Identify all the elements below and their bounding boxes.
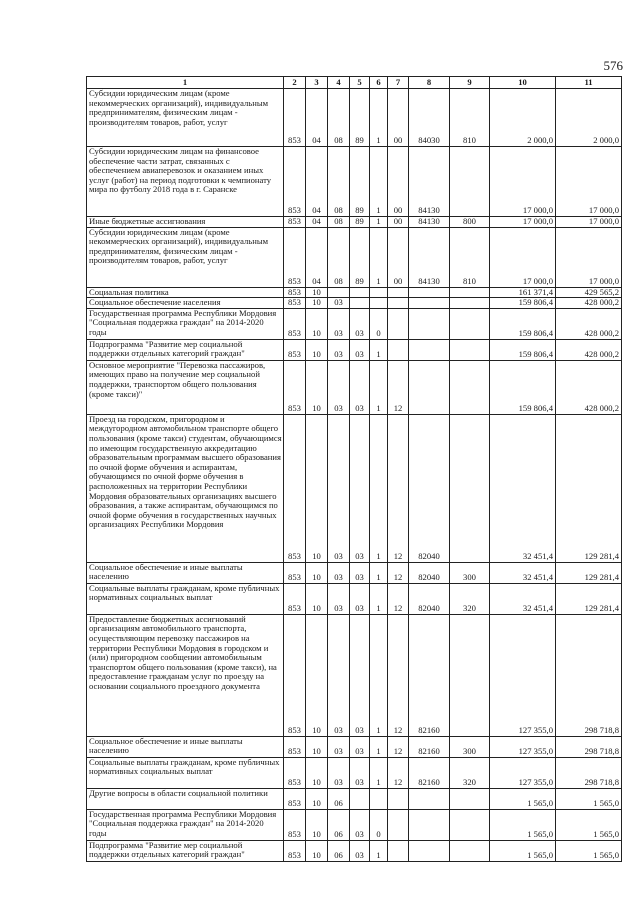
header-cell: 2 — [284, 77, 306, 89]
amount-cell: 129 281,4 — [556, 414, 622, 562]
code-cell — [350, 287, 370, 298]
code-cell: 810 — [450, 89, 490, 147]
code-cell: 84130 — [409, 147, 450, 217]
code-cell: 10 — [306, 360, 328, 414]
code-cell: 853 — [284, 308, 306, 339]
code-cell: 10 — [306, 562, 328, 583]
table-row — [87, 287, 622, 298]
code-cell: 03 — [350, 840, 370, 861]
code-cell: 04 — [306, 89, 328, 147]
row-name-cell: Социальное обеспечение населения — [87, 298, 284, 309]
code-cell: 10 — [306, 757, 328, 788]
code-cell: 03 — [350, 360, 370, 414]
code-cell: 89 — [350, 227, 370, 287]
code-cell — [388, 339, 409, 360]
amount-cell: 17 000,0 — [556, 227, 622, 287]
code-cell: 04 — [306, 227, 328, 287]
code-cell: 12 — [388, 360, 409, 414]
code-cell: 1 — [370, 147, 388, 217]
amount-cell: 129 281,4 — [556, 562, 622, 583]
code-cell: 84130 — [409, 217, 450, 228]
row-name-cell: Государственная программа Республики Мордовия "Социальная поддержка граждан" на 2014-2020 годы — [87, 308, 284, 339]
code-cell: 10 — [306, 840, 328, 861]
amount-cell: 17 000,0 — [556, 147, 622, 217]
code-cell: 04 — [306, 217, 328, 228]
code-cell: 853 — [284, 89, 306, 147]
header-cell: 11 — [556, 77, 622, 89]
code-cell: 00 — [388, 217, 409, 228]
code-cell — [409, 298, 450, 309]
code-cell — [450, 840, 490, 861]
code-cell: 1 — [370, 217, 388, 228]
code-cell — [450, 339, 490, 360]
code-cell: 853 — [284, 809, 306, 840]
code-cell: 0 — [370, 308, 388, 339]
budget-table — [86, 76, 622, 862]
code-cell — [388, 308, 409, 339]
code-cell: 853 — [284, 298, 306, 309]
amount-cell: 298 718,8 — [556, 757, 622, 788]
code-cell: 853 — [284, 562, 306, 583]
table-row — [87, 840, 622, 861]
amount-cell: 129 281,4 — [556, 583, 622, 614]
code-cell: 06 — [328, 788, 350, 809]
code-cell: 1 — [370, 414, 388, 562]
code-cell — [370, 287, 388, 298]
header-cell: 10 — [490, 77, 556, 89]
code-cell: 10 — [306, 788, 328, 809]
amount-cell: 127 355,0 — [490, 736, 556, 757]
amount-cell: 127 355,0 — [490, 757, 556, 788]
row-name-cell: Субсидии юридическим лицам на финансовое обеспечение части затрат, связанных с обеспечением авиаперевозок и оказанием иных услуг (работ) на период подготовки к чемпионату мира по футболу 2018 года в г. Саранске — [87, 147, 284, 217]
code-cell: 10 — [306, 736, 328, 757]
table-row — [87, 788, 622, 809]
code-cell: 10 — [306, 298, 328, 309]
code-cell — [450, 298, 490, 309]
amount-cell: 32 451,4 — [490, 583, 556, 614]
code-cell: 1 — [370, 562, 388, 583]
row-name-cell: Проезд на городском, пригородном и междугородном автомобильном транспорте общего пользования (кроме такси) студентам, обучающимся по имеющим государственную аккредитацию образовательным программам высшего образования по очной форме обучения и аспирантам, обучающимся по очной форме обучения в расположенных на территории Республики Мордовия образовательных организациях высшего образования, а также аспирантам, обучающимся по очной форме обучения в государственных научных организациях Республики Мордовия — [87, 414, 284, 562]
code-cell: 82040 — [409, 562, 450, 583]
code-cell — [388, 298, 409, 309]
code-cell: 82160 — [409, 736, 450, 757]
row-name-cell: Государственная программа Республики Мордовия "Социальная поддержка граждан" на 2014-2020 годы — [87, 809, 284, 840]
row-name-cell: Социальное обеспечение и иные выплаты населению — [87, 562, 284, 583]
code-cell: 03 — [328, 562, 350, 583]
code-cell — [388, 788, 409, 809]
code-cell: 00 — [388, 147, 409, 217]
row-name-cell: Иные бюджетные ассигнования — [87, 217, 284, 228]
code-cell: 03 — [328, 298, 350, 309]
header-cell: 4 — [328, 77, 350, 89]
code-cell — [450, 360, 490, 414]
code-cell: 12 — [388, 562, 409, 583]
code-cell — [388, 287, 409, 298]
page-number: 576 — [603, 58, 623, 73]
code-cell — [409, 360, 450, 414]
code-cell — [409, 809, 450, 840]
code-cell — [370, 788, 388, 809]
header-cell: 9 — [450, 77, 490, 89]
table-header-row — [87, 77, 622, 89]
code-cell: 10 — [306, 339, 328, 360]
code-cell: 08 — [328, 217, 350, 228]
table-row — [87, 89, 622, 147]
code-cell — [409, 287, 450, 298]
amount-cell: 17 000,0 — [490, 217, 556, 228]
row-name-cell: Субсидии юридическим лицам (кроме некоммерческих организаций), индивидуальным предпринимателям, физическим лицам - производителям товаров, работ, услуг — [87, 89, 284, 147]
code-cell: 08 — [328, 89, 350, 147]
row-name-cell: Субсидии юридическим лицам (кроме некоммерческих организаций), индивидуальным предпринимателям, физическим лицам - производителям товаров, работ, услуг — [87, 227, 284, 287]
code-cell: 12 — [388, 583, 409, 614]
code-cell: 89 — [350, 147, 370, 217]
amount-cell: 159 806,4 — [490, 298, 556, 309]
amount-cell: 159 806,4 — [490, 308, 556, 339]
code-cell: 03 — [350, 736, 370, 757]
table-row — [87, 757, 622, 788]
amount-cell: 159 806,4 — [490, 339, 556, 360]
code-cell: 320 — [450, 583, 490, 614]
code-cell: 853 — [284, 788, 306, 809]
code-cell: 853 — [284, 287, 306, 298]
row-name-cell: Подпрограмма "Развитие мер социальной поддержки отдельных категорий граждан" — [87, 840, 284, 861]
row-name-cell: Предоставление бюджетных ассигнований организациям автомобильного транспорта, осуществляющим перевозку пассажиров на территории Республики Мордовия в городском и (или) пригородном сообщении автомобильным транспортом общего пользования (кроме такси), на предоставление гражданам услуг по проезду на основании социального проездного документа — [87, 614, 284, 736]
code-cell — [409, 308, 450, 339]
code-cell: 89 — [350, 217, 370, 228]
code-cell — [450, 287, 490, 298]
code-cell: 0 — [370, 809, 388, 840]
amount-cell: 428 000,2 — [556, 339, 622, 360]
code-cell: 03 — [328, 414, 350, 562]
amount-cell: 17 000,0 — [490, 147, 556, 217]
code-cell: 03 — [350, 614, 370, 736]
amount-cell: 1 565,0 — [490, 840, 556, 861]
amount-cell: 428 000,2 — [556, 298, 622, 309]
amount-cell: 17 000,0 — [490, 227, 556, 287]
code-cell — [409, 788, 450, 809]
amount-cell: 1 565,0 — [556, 809, 622, 840]
code-cell: 12 — [388, 614, 409, 736]
code-cell — [370, 298, 388, 309]
header-cell: 5 — [350, 77, 370, 89]
code-cell: 82040 — [409, 583, 450, 614]
amount-cell: 2 000,0 — [490, 89, 556, 147]
table-row — [87, 339, 622, 360]
amount-cell: 1 565,0 — [490, 809, 556, 840]
table-row — [87, 217, 622, 228]
code-cell: 1 — [370, 614, 388, 736]
code-cell: 1 — [370, 227, 388, 287]
amount-cell: 32 451,4 — [490, 414, 556, 562]
amount-cell: 1 565,0 — [556, 840, 622, 861]
code-cell — [450, 414, 490, 562]
table-row — [87, 298, 622, 309]
code-cell: 853 — [284, 414, 306, 562]
code-cell: 82160 — [409, 757, 450, 788]
code-cell: 03 — [350, 414, 370, 562]
table-row — [87, 360, 622, 414]
code-cell: 853 — [284, 614, 306, 736]
table-row — [87, 147, 622, 217]
header-cell: 1 — [87, 77, 284, 89]
code-cell: 853 — [284, 757, 306, 788]
code-cell: 810 — [450, 227, 490, 287]
code-cell: 84030 — [409, 89, 450, 147]
code-cell: 853 — [284, 227, 306, 287]
code-cell: 10 — [306, 287, 328, 298]
code-cell — [409, 339, 450, 360]
code-cell: 03 — [328, 757, 350, 788]
code-cell — [328, 287, 350, 298]
code-cell: 10 — [306, 414, 328, 562]
code-cell: 1 — [370, 89, 388, 147]
amount-cell: 32 451,4 — [490, 562, 556, 583]
code-cell — [350, 788, 370, 809]
code-cell: 10 — [306, 308, 328, 339]
header-cell: 7 — [388, 77, 409, 89]
amount-cell: 159 806,4 — [490, 360, 556, 414]
code-cell: 04 — [306, 147, 328, 217]
code-cell — [450, 788, 490, 809]
code-cell — [388, 809, 409, 840]
code-cell: 08 — [328, 227, 350, 287]
code-cell: 82160 — [409, 614, 450, 736]
amount-cell: 1 565,0 — [556, 788, 622, 809]
code-cell: 03 — [350, 583, 370, 614]
table-row — [87, 614, 622, 736]
code-cell — [350, 298, 370, 309]
code-cell: 00 — [388, 227, 409, 287]
row-name-cell: Социальные выплаты гражданам, кроме публичных нормативных социальных выплат — [87, 583, 284, 614]
code-cell: 00 — [388, 89, 409, 147]
amount-cell: 2 000,0 — [556, 89, 622, 147]
table-row — [87, 562, 622, 583]
code-cell: 06 — [328, 840, 350, 861]
amount-cell: 298 718,8 — [556, 736, 622, 757]
code-cell: 03 — [328, 583, 350, 614]
table-row — [87, 736, 622, 757]
code-cell: 853 — [284, 147, 306, 217]
code-cell: 853 — [284, 736, 306, 757]
table-row — [87, 809, 622, 840]
code-cell — [450, 809, 490, 840]
header-cell: 3 — [306, 77, 328, 89]
table-row — [87, 583, 622, 614]
code-cell: 800 — [450, 217, 490, 228]
code-cell: 10 — [306, 614, 328, 736]
code-cell: 06 — [328, 809, 350, 840]
code-cell: 03 — [350, 757, 370, 788]
code-cell: 03 — [328, 308, 350, 339]
code-cell: 08 — [328, 147, 350, 217]
amount-cell: 298 718,8 — [556, 614, 622, 736]
code-cell: 1 — [370, 757, 388, 788]
table-row — [87, 308, 622, 339]
code-cell: 853 — [284, 840, 306, 861]
row-name-cell: Социальное обеспечение и иные выплаты населению — [87, 736, 284, 757]
code-cell: 12 — [388, 736, 409, 757]
row-name-cell: Основное мероприятие "Перевозка пассажиров, имеющих право на получение мер социальной поддержки, транспортом общего пользования (кроме такси)" — [87, 360, 284, 414]
code-cell: 10 — [306, 583, 328, 614]
code-cell: 853 — [284, 360, 306, 414]
code-cell: 320 — [450, 757, 490, 788]
code-cell: 82040 — [409, 414, 450, 562]
code-cell: 1 — [370, 339, 388, 360]
amount-cell: 428 000,2 — [556, 360, 622, 414]
header-cell: 8 — [409, 77, 450, 89]
code-cell: 12 — [388, 414, 409, 562]
code-cell: 10 — [306, 809, 328, 840]
code-cell: 1 — [370, 360, 388, 414]
row-name-cell: Подпрограмма "Развитие мер социальной поддержки отдельных категорий граждан" — [87, 339, 284, 360]
code-cell: 1 — [370, 583, 388, 614]
code-cell — [450, 614, 490, 736]
code-cell — [388, 840, 409, 861]
row-name-cell: Социальные выплаты гражданам, кроме публичных нормативных социальных выплат — [87, 757, 284, 788]
code-cell: 300 — [450, 562, 490, 583]
code-cell: 03 — [328, 339, 350, 360]
code-cell: 03 — [350, 562, 370, 583]
code-cell: 853 — [284, 583, 306, 614]
code-cell: 12 — [388, 757, 409, 788]
code-cell: 853 — [284, 339, 306, 360]
code-cell: 1 — [370, 736, 388, 757]
code-cell: 1 — [370, 840, 388, 861]
amount-cell: 428 000,2 — [556, 308, 622, 339]
amount-cell: 127 355,0 — [490, 614, 556, 736]
code-cell: 03 — [350, 308, 370, 339]
amount-cell: 161 371,4 — [490, 287, 556, 298]
row-name-cell: Другие вопросы в области социальной политики — [87, 788, 284, 809]
row-name-cell: Социальная политика — [87, 287, 284, 298]
code-cell — [409, 840, 450, 861]
code-cell: 853 — [284, 217, 306, 228]
code-cell: 03 — [328, 360, 350, 414]
code-cell: 03 — [328, 614, 350, 736]
amount-cell: 17 000,0 — [556, 217, 622, 228]
table-row — [87, 227, 622, 287]
amount-cell: 1 565,0 — [490, 788, 556, 809]
table-row — [87, 414, 622, 562]
amount-cell: 429 565,2 — [556, 287, 622, 298]
code-cell: 89 — [350, 89, 370, 147]
header-cell: 6 — [370, 77, 388, 89]
code-cell: 84130 — [409, 227, 450, 287]
code-cell — [450, 147, 490, 217]
code-cell: 03 — [328, 736, 350, 757]
code-cell — [450, 308, 490, 339]
code-cell: 03 — [350, 809, 370, 840]
code-cell: 300 — [450, 736, 490, 757]
code-cell: 03 — [350, 339, 370, 360]
